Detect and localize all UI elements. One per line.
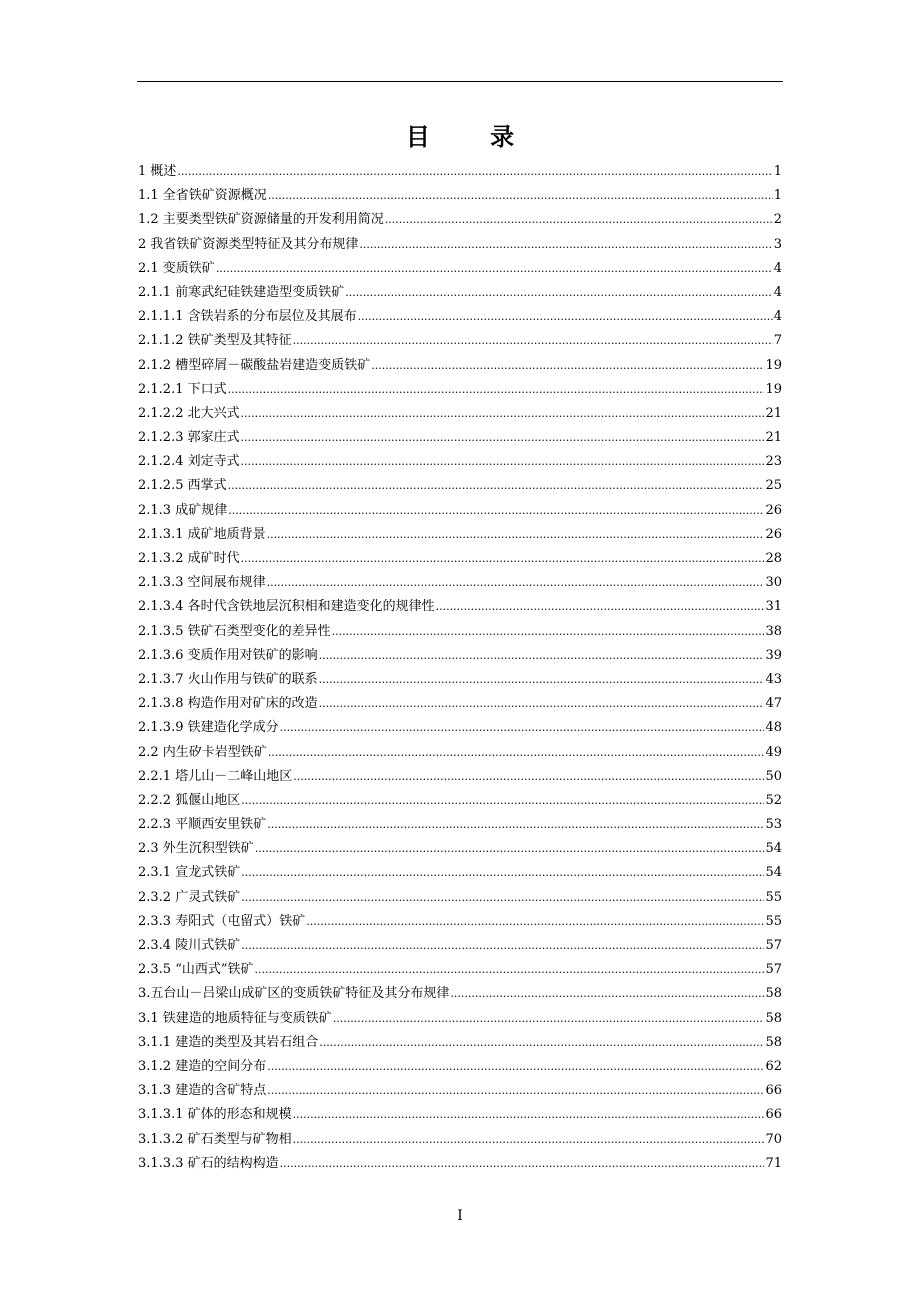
toc-entry[interactable] — [138, 861, 782, 885]
toc-entry-page: 39 — [765, 647, 782, 663]
toc-dot-leader — [241, 934, 764, 958]
toc-dot-leader — [359, 233, 772, 257]
toc-dot-leader — [385, 208, 773, 232]
toc-entry-label: 2.1.2 槽型碎屑－碳酸盐岩建造变质铁矿 — [138, 357, 371, 373]
toc-dot-leader — [280, 1152, 765, 1176]
toc-entry-page: 50 — [765, 768, 782, 784]
toc-entry-page: 31 — [765, 599, 782, 615]
toc-entry-label: 3.1.2 建造的空间分布 — [138, 1058, 267, 1074]
toc-entry-page: 71 — [765, 1155, 782, 1171]
toc-entry[interactable] — [138, 837, 782, 861]
toc-entry[interactable] — [138, 571, 782, 595]
toc-entry[interactable] — [138, 1055, 782, 1079]
toc-entry-page: 70 — [765, 1131, 782, 1147]
toc-dot-leader — [177, 160, 772, 184]
toc-entry[interactable] — [138, 765, 782, 789]
toc-dot-leader — [241, 402, 765, 426]
toc-dot-leader — [280, 716, 765, 740]
toc-entry-page: 58 — [765, 1010, 782, 1026]
toc-entry[interactable] — [138, 789, 782, 813]
toc-entry[interactable] — [138, 402, 782, 426]
toc-entry-label: 2.1.3.1 成矿地质背景 — [138, 526, 266, 542]
toc-entry[interactable] — [138, 644, 782, 668]
toc-entry-label: 2 我省铁矿资源类型特征及其分布规律 — [138, 236, 359, 252]
toc-entry-page: 1 — [773, 188, 782, 204]
toc-dot-leader — [241, 547, 765, 571]
toc-dot-leader — [241, 886, 764, 910]
toc-entry-label: 2.3 外生沉积型铁矿 — [138, 841, 254, 857]
toc-entry-label: 2.3.3 寿阳式（屯留式）铁矿 — [138, 913, 306, 929]
toc-entry[interactable] — [138, 958, 782, 982]
toc-entry[interactable] — [138, 305, 782, 329]
toc-entry[interactable] — [138, 595, 782, 619]
toc-entry[interactable] — [138, 426, 782, 450]
toc-entry-label: 2.1.2.2 北大兴式 — [138, 405, 240, 421]
toc-entry[interactable] — [138, 354, 782, 378]
page-title: 目 录 — [405, 123, 541, 151]
toc-entry[interactable] — [138, 257, 782, 281]
toc-entry-label: 3.1.1 建造的类型及其岩石组合 — [138, 1034, 319, 1050]
toc-dot-leader — [333, 1007, 765, 1031]
toc-entry-page: 23 — [765, 454, 782, 470]
toc-entry[interactable] — [138, 378, 782, 402]
toc-dot-leader — [241, 450, 765, 474]
toc-entry-label: 2.3.2 广灵式铁矿 — [138, 889, 241, 905]
toc-entry-label: 2.1.2.1 下口式 — [138, 381, 227, 397]
toc-entry[interactable] — [138, 1128, 782, 1152]
toc-dot-leader — [241, 789, 764, 813]
toc-entry-page: 62 — [765, 1058, 782, 1074]
toc-entry-label: 3.1.3 建造的含矿特点 — [138, 1083, 267, 1099]
toc-entry-page: 25 — [765, 478, 782, 494]
toc-dot-leader — [216, 257, 773, 281]
toc-entry[interactable] — [138, 184, 782, 208]
toc-entry-page: 57 — [765, 938, 782, 953]
toc-entry[interactable] — [138, 813, 782, 837]
toc-entry-page: 4 — [773, 284, 782, 300]
toc-entry-page: 28 — [765, 551, 782, 566]
toc-entry[interactable] — [138, 1031, 782, 1055]
toc-entry-page: 55 — [765, 913, 782, 929]
toc-entry-label: 2.3.5 “山西式”铁矿 — [138, 962, 254, 978]
toc-entry-label: 1.1 全省铁矿资源概况 — [138, 188, 267, 204]
toc-dot-leader — [241, 861, 764, 885]
toc-dot-leader — [267, 1079, 764, 1103]
toc-entry-label: 3.1 铁建造的地质特征与变质铁矿 — [138, 1010, 332, 1026]
toc-dot-leader — [255, 837, 765, 861]
toc-entry-label: 2.1.3.4 各时代含铁地层沉积相和建造变化的规律性 — [138, 599, 435, 615]
toc-list — [138, 160, 782, 1176]
toc-entry[interactable] — [138, 982, 782, 1006]
toc-entry-page: 4 — [773, 260, 782, 276]
toc-entry-label: 2.1.3.7 火山作用与铁矿的联系 — [138, 671, 318, 687]
toc-dot-leader — [267, 571, 765, 595]
toc-entry-label: 3.1.3.3 矿石的结构构造 — [138, 1155, 279, 1171]
toc-entry-page: 57 — [765, 962, 782, 978]
toc-dot-leader — [345, 281, 773, 305]
toc-entry-label: 2.3.1 宣龙式铁矿 — [138, 865, 241, 881]
toc-entry[interactable] — [138, 1103, 782, 1127]
toc-entry-page: 66 — [765, 1083, 782, 1099]
toc-entry-page: 49 — [765, 744, 782, 760]
toc-entry-page: 7 — [773, 333, 782, 349]
toc-entry-page: 66 — [765, 1107, 782, 1123]
toc-entry-page: 3 — [773, 236, 782, 252]
toc-dot-leader — [228, 499, 764, 523]
toc-entry-page: 26 — [765, 502, 782, 518]
toc-entry-page: 43 — [765, 671, 782, 687]
toc-entry-label: 2.1.3 成矿规律 — [138, 502, 228, 518]
toc-dot-leader — [267, 1055, 764, 1079]
toc-entry-label: 2.3.4 陵川式铁矿 — [138, 938, 241, 953]
toc-entry[interactable] — [138, 620, 782, 644]
toc-entry[interactable] — [138, 160, 782, 184]
toc-entry-label: 2.1.3.2 成矿时代 — [138, 551, 240, 566]
toc-dot-leader — [293, 329, 773, 353]
toc-entry[interactable] — [138, 1152, 782, 1176]
toc-entry-page: 19 — [765, 381, 782, 397]
toc-entry-label: 1 概述 — [138, 164, 177, 179]
toc-dot-leader — [306, 910, 764, 934]
toc-entry[interactable] — [138, 208, 782, 232]
toc-dot-leader — [293, 765, 764, 789]
toc-dot-leader — [371, 354, 764, 378]
toc-entry-page: 4 — [773, 309, 782, 325]
toc-entry-page: 38 — [765, 623, 782, 639]
toc-entry[interactable] — [138, 233, 782, 257]
toc-entry[interactable] — [138, 1007, 782, 1031]
toc-entry[interactable] — [138, 692, 782, 716]
toc-entry-page: 47 — [765, 696, 782, 712]
toc-entry-page: 21 — [765, 430, 782, 446]
toc-entry-label: 2.1.1 前寒武纪硅铁建造型变质铁矿 — [138, 284, 345, 300]
toc-entry-page: 26 — [765, 526, 782, 542]
toc-entry[interactable] — [138, 1079, 782, 1103]
toc-entry-page: 1 — [773, 164, 782, 179]
toc-entry-page: 54 — [765, 865, 782, 881]
toc-entry[interactable] — [138, 716, 782, 740]
toc-dot-leader — [267, 813, 764, 837]
toc-entry-label: 2.2 内生矽卡岩型铁矿 — [138, 744, 267, 760]
toc-entry-page: 30 — [765, 575, 782, 591]
toc-dot-leader — [228, 474, 765, 498]
toc-dot-leader — [255, 958, 765, 982]
toc-dot-leader — [319, 1031, 764, 1055]
toc-entry-page: 2 — [773, 212, 782, 228]
toc-entry-page: 21 — [765, 405, 782, 421]
toc-entry-label: 3.1.3.2 矿石类型与矿物相 — [138, 1131, 292, 1147]
toc-dot-leader — [319, 668, 765, 692]
toc-entry-page: 48 — [765, 720, 782, 736]
toc-entry-label: 2.1.3.3 空间展布规律 — [138, 575, 266, 591]
toc-entry-label: 3.五台山－吕梁山成矿区的变质铁矿特征及其分布规律 — [138, 986, 450, 1002]
toc-entry-page: 54 — [765, 841, 782, 857]
toc-entry-label: 2.1.1.2 铁矿类型及其特征 — [138, 333, 292, 349]
toc-entry-page: 19 — [765, 357, 782, 373]
toc-entry-label: 2.2.2 狐偃山地区 — [138, 792, 241, 808]
toc-dot-leader — [268, 184, 773, 208]
toc-entry[interactable] — [138, 934, 782, 958]
toc-entry[interactable] — [138, 910, 782, 934]
toc-entry-page: 55 — [765, 889, 782, 905]
toc-entry[interactable] — [138, 474, 782, 498]
toc-entry-page: 58 — [765, 986, 782, 1002]
toc-entry[interactable] — [138, 450, 782, 474]
toc-dot-leader — [241, 426, 765, 450]
toc-dot-leader — [319, 692, 765, 716]
toc-entry-label: 2.1.2.5 西掌式 — [138, 478, 227, 494]
page-number: I — [457, 1208, 463, 1224]
toc-entry-label: 2.1.3.9 铁建造化学成分 — [138, 720, 279, 736]
toc-entry[interactable] — [138, 886, 782, 910]
header-rule — [137, 81, 783, 82]
toc-entry-label: 2.1.3.8 构造作用对矿床的改造 — [138, 696, 318, 712]
toc-dot-leader — [228, 378, 765, 402]
toc-entry[interactable] — [138, 281, 782, 305]
toc-entry-label: 2.1.1.1 含铁岩系的分布层位及其展布 — [138, 309, 357, 325]
toc-dot-leader — [450, 982, 764, 1006]
toc-entry-label: 1.2 主要类型铁矿资源储量的开发利用简况 — [138, 212, 384, 228]
toc-dot-leader — [267, 523, 765, 547]
toc-dot-leader — [293, 1128, 765, 1152]
toc-entry[interactable] — [138, 499, 782, 523]
toc-dot-leader — [358, 305, 773, 329]
toc-dot-leader — [436, 595, 765, 619]
toc-entry[interactable] — [138, 329, 782, 353]
toc-entry-label: 2.1.3.6 变质作用对铁矿的影响 — [138, 647, 318, 663]
toc-entry-label: 2.2.3 平顺西安里铁矿 — [138, 817, 267, 833]
toc-entry-label: 2.1.3.5 铁矿石类型变化的差异性 — [138, 623, 331, 639]
toc-dot-leader — [268, 741, 765, 765]
toc-entry-page: 58 — [765, 1034, 782, 1050]
toc-entry-label: 2.1 变质铁矿 — [138, 260, 215, 276]
toc-entry-page: 53 — [765, 817, 782, 833]
toc-entry-label: 2.2.1 塔儿山－二峰山地区 — [138, 768, 293, 784]
toc-entry[interactable] — [138, 523, 782, 547]
toc-entry-label: 2.1.2.4 刘定寺式 — [138, 454, 240, 470]
toc-entry[interactable] — [138, 741, 782, 765]
toc-entry-label: 3.1.3.1 矿体的形态和规模 — [138, 1107, 292, 1123]
toc-dot-leader — [332, 620, 765, 644]
toc-entry[interactable] — [138, 668, 782, 692]
toc-entry-label: 2.1.2.3 郭家庄式 — [138, 430, 240, 446]
toc-dot-leader — [293, 1103, 765, 1127]
toc-dot-leader — [319, 644, 765, 668]
toc-entry-page: 52 — [765, 792, 782, 808]
toc-entry[interactable] — [138, 547, 782, 571]
